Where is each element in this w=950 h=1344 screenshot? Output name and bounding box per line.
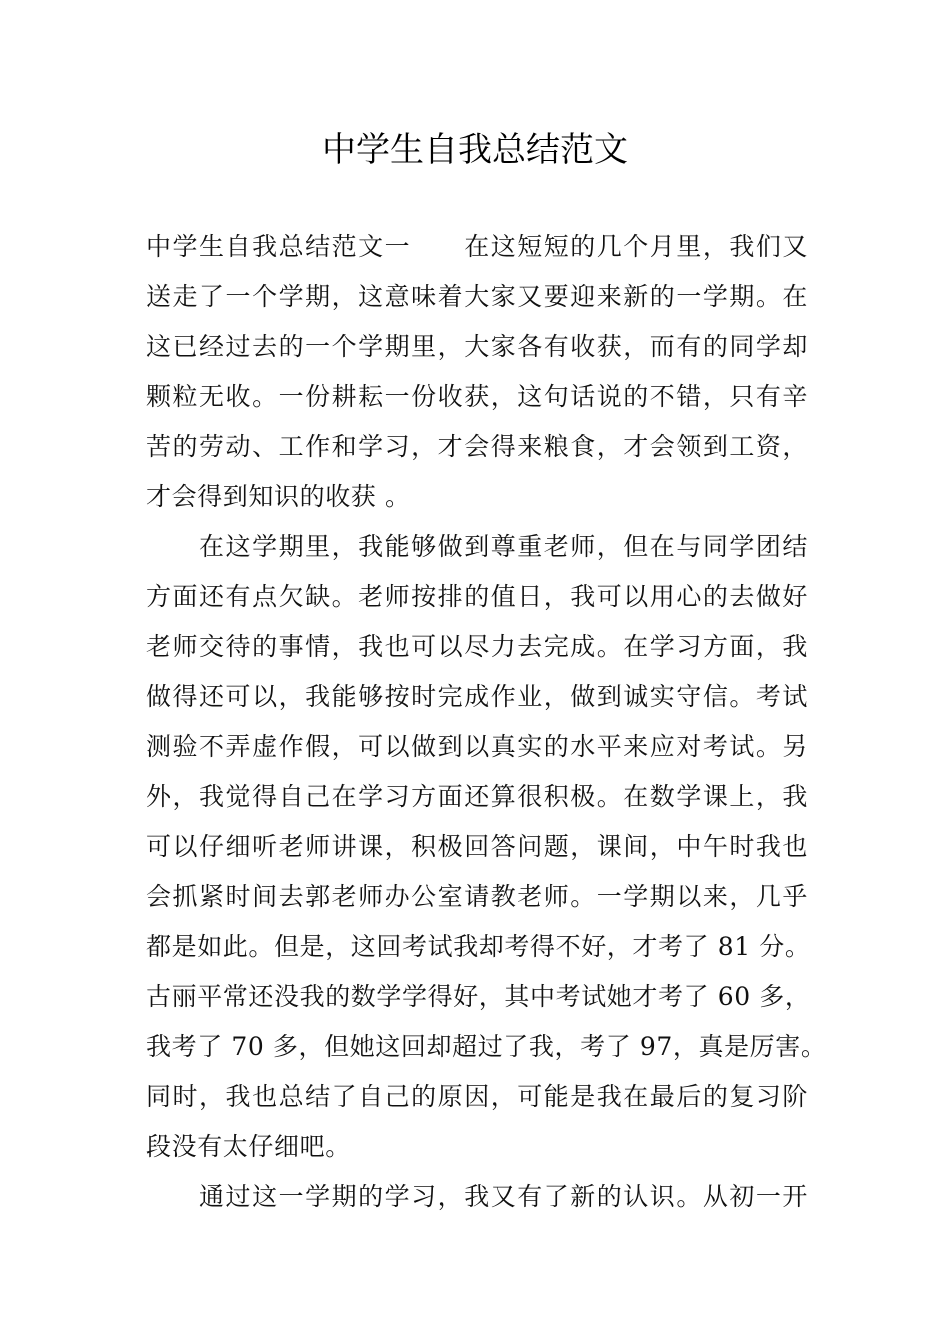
text-line: 中学生自我总结范文一 在这短短的几个月里，我们又 bbox=[146, 232, 808, 261]
text-line: 外，我觉得自己在学习方面还算很积极。在数学课上，我 bbox=[146, 782, 808, 811]
text-line: 通过这一学期的学习，我又有了新的认识。从初一开 bbox=[146, 1182, 808, 1211]
document-body bbox=[146, 222, 827, 1222]
text-line: 老师交待的事情，我也可以尽力去完成。在学习方面，我 bbox=[146, 632, 808, 661]
text-line: 颗粒无收。一份耕耘一份收获，这句话说的不错，只有辛 bbox=[146, 382, 808, 411]
text-line: 才会得到知识的收获 。 bbox=[146, 482, 411, 511]
text-line: 古丽平常还没我的数学学得好，其中考试她才考了 60 多， bbox=[146, 982, 811, 1011]
text-line: 我考了 70 多，但她这回却超过了我，考了 97，真是厉害。 bbox=[146, 1032, 827, 1061]
text-line: 可以仔细听老师讲课，积极回答问题，课间，中午时我也 bbox=[146, 832, 808, 861]
text-line: 方面还有点欠缺。老师按排的值日，我可以用心的去做好 bbox=[146, 582, 808, 611]
text-line: 段没有太仔细吧。 bbox=[146, 1132, 351, 1161]
text-line: 送走了一个学期，这意味着大家又要迎来新的一学期。在 bbox=[146, 282, 808, 311]
text-line: 会抓紧时间去郭老师办公室请教老师。一学期以来，几乎 bbox=[146, 882, 808, 911]
text-line: 在这学期里，我能够做到尊重老师，但在与同学团结 bbox=[146, 532, 808, 561]
text-line: 测验不弄虚作假，可以做到以真实的水平来应对考试。另 bbox=[146, 732, 808, 761]
text-line: 苦的劳动、工作和学习，才会得来粮食，才会领到工资， bbox=[146, 432, 808, 461]
document-title: 中学生自我总结范文 bbox=[322, 130, 628, 170]
text-line: 同时，我也总结了自己的原因，可能是我在最后的复习阶 bbox=[146, 1082, 808, 1111]
text-line: 都是如此。但是，这回考试我却考得不好，才考了 81 分。 bbox=[146, 932, 811, 961]
text-line: 这已经过去的一个学期里，大家各有收获，而有的同学却 bbox=[146, 332, 808, 361]
text-line: 做得还可以，我能够按时完成作业，做到诚实守信。考试 bbox=[146, 682, 808, 711]
